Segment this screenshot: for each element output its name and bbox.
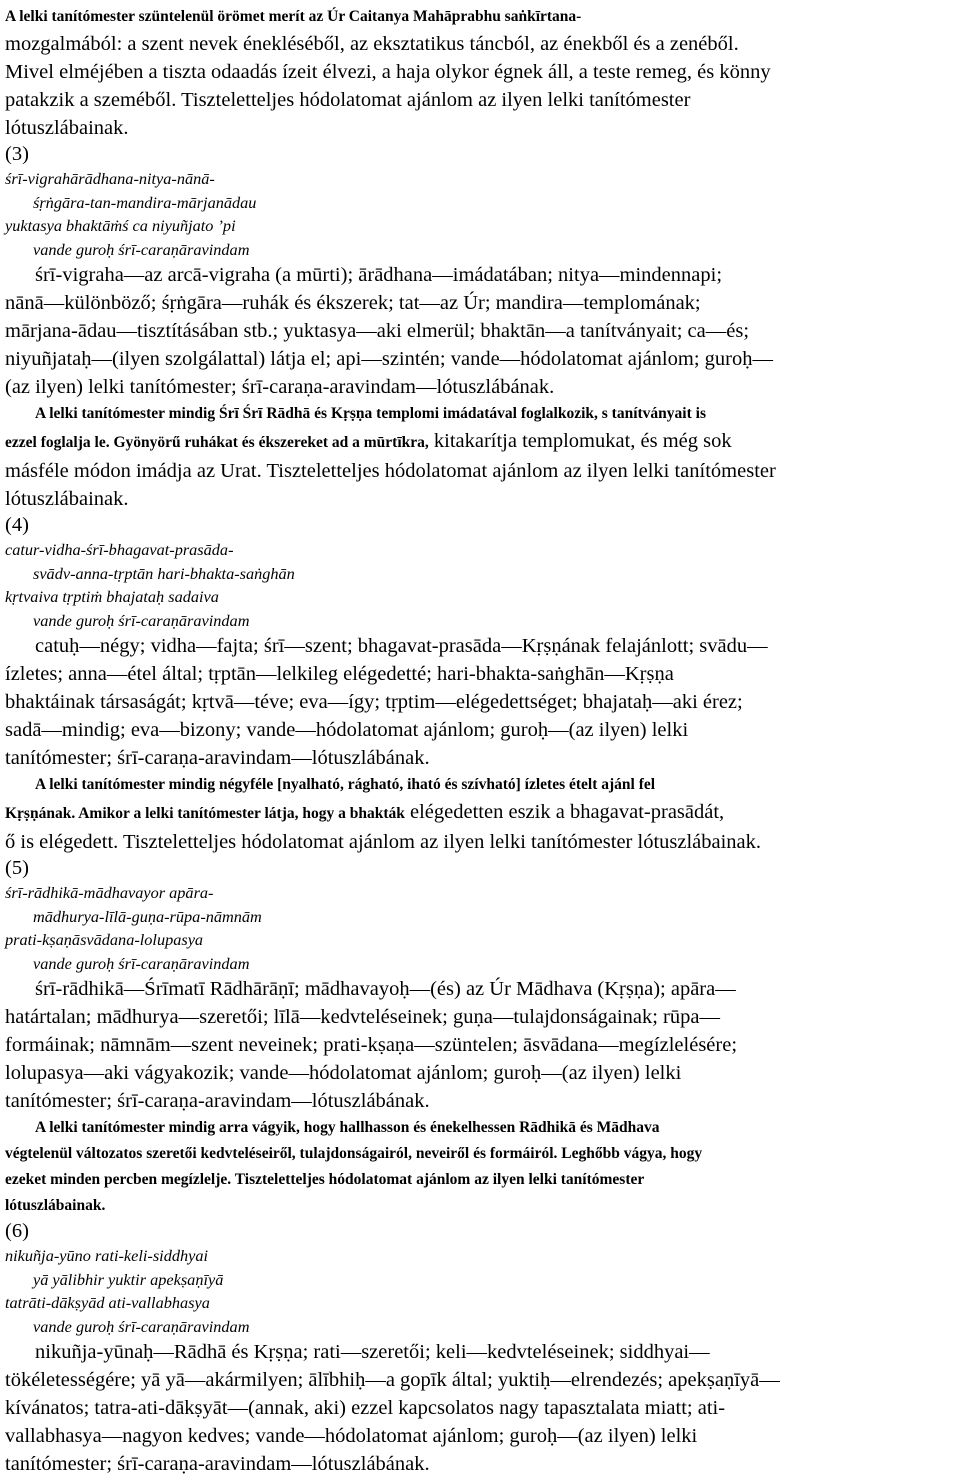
synonyms-line: tanítómester; śrī-caraṇa-aravindam—lótuszlábának.: [5, 1453, 430, 1475]
purport-bold-span: ezzel foglalja le. Gyönyörű ruhákat és ékszereket ad a mūrtīkra,: [5, 434, 429, 451]
synonyms-line: niyuñjataḥ—(ilyen szolgálattal) látja el; api—szintén; vande—hódolatomat ajánlom; guroḥ—: [5, 348, 773, 370]
synonyms-line: vallabhasya—nagyon kedves; vande—hódolatomat ajánlom; guroḥ—(az ilyen) lelki: [5, 1425, 698, 1447]
verse-number: (5): [5, 857, 29, 879]
purport-bold-line: A lelki tanítómester szüntelenül örömet merít az Úr Caitanya Mahāprabhu saṅkīrtana-: [5, 8, 582, 25]
synonyms-line: bhaktáinak társaságát; kṛtvā—téve; eva—így; tṛptim—elégedettséget; bhajataḥ—aki érez;: [5, 691, 743, 713]
verse-line: prati-kṣaṇāsvādana-lolupasya: [5, 930, 204, 949]
purport-line: lótuszlábainak.: [5, 488, 129, 510]
synonyms-line: nikuñja-yūnaḥ—Rādhā és Kṛṣṇa; rati—szeretői; keli—kedvteléseinek; siddhyai—: [35, 1341, 710, 1363]
purport-bold-line: végtelenül változatos szeretői kedvteléseiről, tulajdonságairól, neveiről és formáiról. Leghőbb vágya, hogy: [5, 1145, 703, 1162]
verse-line: catur-vidha-śrī-bhagavat-prasāda-: [5, 540, 234, 559]
synonyms-line: lolupasya—aki vágyakozik; vande—hódolatomat ajánlom; guroḥ—(az ilyen) lelki: [5, 1062, 682, 1084]
synonyms-line: ízletes; anna—étel által; tṛptān—lelkileg elégedetté; hari-bhakta-saṅghān—Kṛṣṇa: [5, 663, 674, 685]
verse-line: vande guroḥ śrī-caraṇāravindam: [33, 1316, 250, 1336]
purport-line: mozgalmából: a szent nevek énekléséből, az eksztatikus táncból, az énekből és a zenéből.: [5, 33, 739, 55]
purport-bold-line: A lelki tanítómester mindig négyféle [nyalható, rágható, iható és szívható] ízletes ételt ajánl fel: [35, 776, 656, 793]
verse-line: śrī-vigrahārādhana-nitya-nānā-: [5, 169, 215, 188]
verse-line: nikuñja-yūno rati-keli-siddhyai: [5, 1246, 209, 1265]
purport-bold-line: A lelki tanítómester mindig arra vágyik, hogy hallhasson és énekelhessen Rādhikā és Mādhava: [35, 1119, 660, 1136]
synonyms-line: tanítómester; śrī-caraṇa-aravindam—lótuszlábának.: [5, 747, 430, 769]
verse-line: śṛṅgāra-tan-mandira-mārjanādau: [33, 192, 257, 212]
synonyms-line: (az ilyen) lelki tanítómester; śrī-caraṇa-aravindam—lótuszlábának.: [5, 376, 555, 398]
synonyms-line: catuḥ—négy; vidha—fajta; śrī—szent; bhagavat-prasāda—Kṛṣṇának felajánlott; svādu—: [35, 635, 768, 657]
verse-line: yā yālibhir yuktir apekṣaṇīyā: [33, 1269, 224, 1289]
document-page: [5, 4, 953, 1478]
purport-mixed-line: [5, 427, 953, 457]
purport-line: lótuszlábainak.: [5, 117, 129, 139]
verse-line: kṛtvaiva tṛptiṁ bhajataḥ sadaiva: [5, 587, 219, 606]
verse-number: (3): [5, 143, 29, 165]
synonyms-line: tanítómester; śrī-caraṇa-aravindam—lótuszlábának.: [5, 1090, 430, 1112]
verse-line: vande guroḥ śrī-caraṇāravindam: [33, 953, 250, 973]
synonyms-line: formáinak; nāmnām—szent neveinek; prati-kṣaṇa—szüntelen; āsvādana—megízlelésére;: [5, 1034, 738, 1056]
purport-bold-line: A lelki tanítómester mindig Śrī Śrī Rādhā és Kṛṣṇa templomi imádatával foglalkozik, s tanítványait is: [35, 405, 706, 422]
synonyms-line: mārjana-ādau—tisztításában stb.; yuktasya—aki elmerül; bhaktān—a tanítványait; ca—és;: [5, 320, 750, 342]
synonyms-line: határtalan; mādhurya—szeretői; līlā—kedvteléseinek; guṇa—tulajdonságainak; rūpa—: [5, 1006, 720, 1028]
verse-line: yuktasya bhaktāṁś ca niyuñjato ’pi: [5, 216, 236, 235]
verse-line: vande guroḥ śrī-caraṇāravindam: [33, 610, 250, 630]
purport-line: ő is elégedett. Tiszteletteljes hódolatomat ajánlom az ilyen lelki tanítómester lótuszlábainak.: [5, 831, 762, 853]
purport-bold-line: ezeket minden percben megízlelje. Tiszteletteljes hódolatomat ajánlom az ilyen lelki tanítómester: [5, 1171, 645, 1188]
synonyms-line: sadā—mindig; eva—bizony; vande—hódolatomat ajánlom; guroḥ—(az ilyen) lelki: [5, 719, 689, 741]
purport-bold-span: Kṛṣṇának. Amikor a lelki tanítómester látja, hogy a bhakták: [5, 805, 405, 822]
synonyms-line: śrī-vigraha—az arcā-vigraha (a mūrti); ārādhana—imádatában; nitya—mindennapi;: [35, 264, 723, 286]
purport-line: másféle módon imádja az Urat. Tiszteletteljes hódolatomat ajánlom az ilyen lelki tanítómester: [5, 460, 776, 482]
verse-line: mādhurya-līlā-guṇa-rūpa-nāmnām: [33, 906, 262, 926]
synonyms-line: kívánatos; tatra-ati-dākṣyāt—(annak, aki) ezzel kapcsolatos nagy tapasztalata miatt; ati-: [5, 1397, 726, 1419]
purport-bold-line: lótuszlábainak.: [5, 1197, 106, 1214]
verse-line: tatrāti-dākṣyād ati-vallabhasya: [5, 1293, 210, 1312]
synonyms-line: tökéletességére; yā yā—akármilyen; ālībhiḥ—a gopīk által; yuktiḥ—elrendezés; apekṣaṇīyā—: [5, 1369, 780, 1391]
purport-span: kitakarítja templomukat, és még sok: [428, 430, 732, 452]
synonyms-line: śrī-rādhikā—Śrīmatī Rādhārāṇī; mādhavayoḥ—(és) az Úr Mādhava (Kṛṣṇa); apāra—: [35, 978, 736, 1000]
verse-line: śrī-rādhikā-mādhavayor apāra-: [5, 883, 214, 902]
synonyms-line: nānā—különböző; śṛṅgāra—ruhák és ékszerek; tat—az Úr; mandira—templomának;: [5, 292, 701, 314]
purport-span: elégedetten eszik a bhagavat-prasādát,: [404, 801, 725, 823]
verse-number: (6): [5, 1220, 29, 1242]
purport-line: patakzik a szeméből. Tiszteletteljes hódolatomat ajánlom az ilyen lelki tanítómester: [5, 89, 691, 111]
verse-number: (4): [5, 514, 29, 536]
verse-line: svādv-anna-tṛptān hari-bhakta-saṅghān: [33, 563, 295, 583]
verse-line: vande guroḥ śrī-caraṇāravindam: [33, 239, 250, 259]
purport-mixed-line: [5, 798, 953, 828]
purport-line: Mivel elméjében a tiszta odaadás ízeit élvezi, a haja olykor égnek áll, a teste remeg, és könny: [5, 61, 771, 83]
